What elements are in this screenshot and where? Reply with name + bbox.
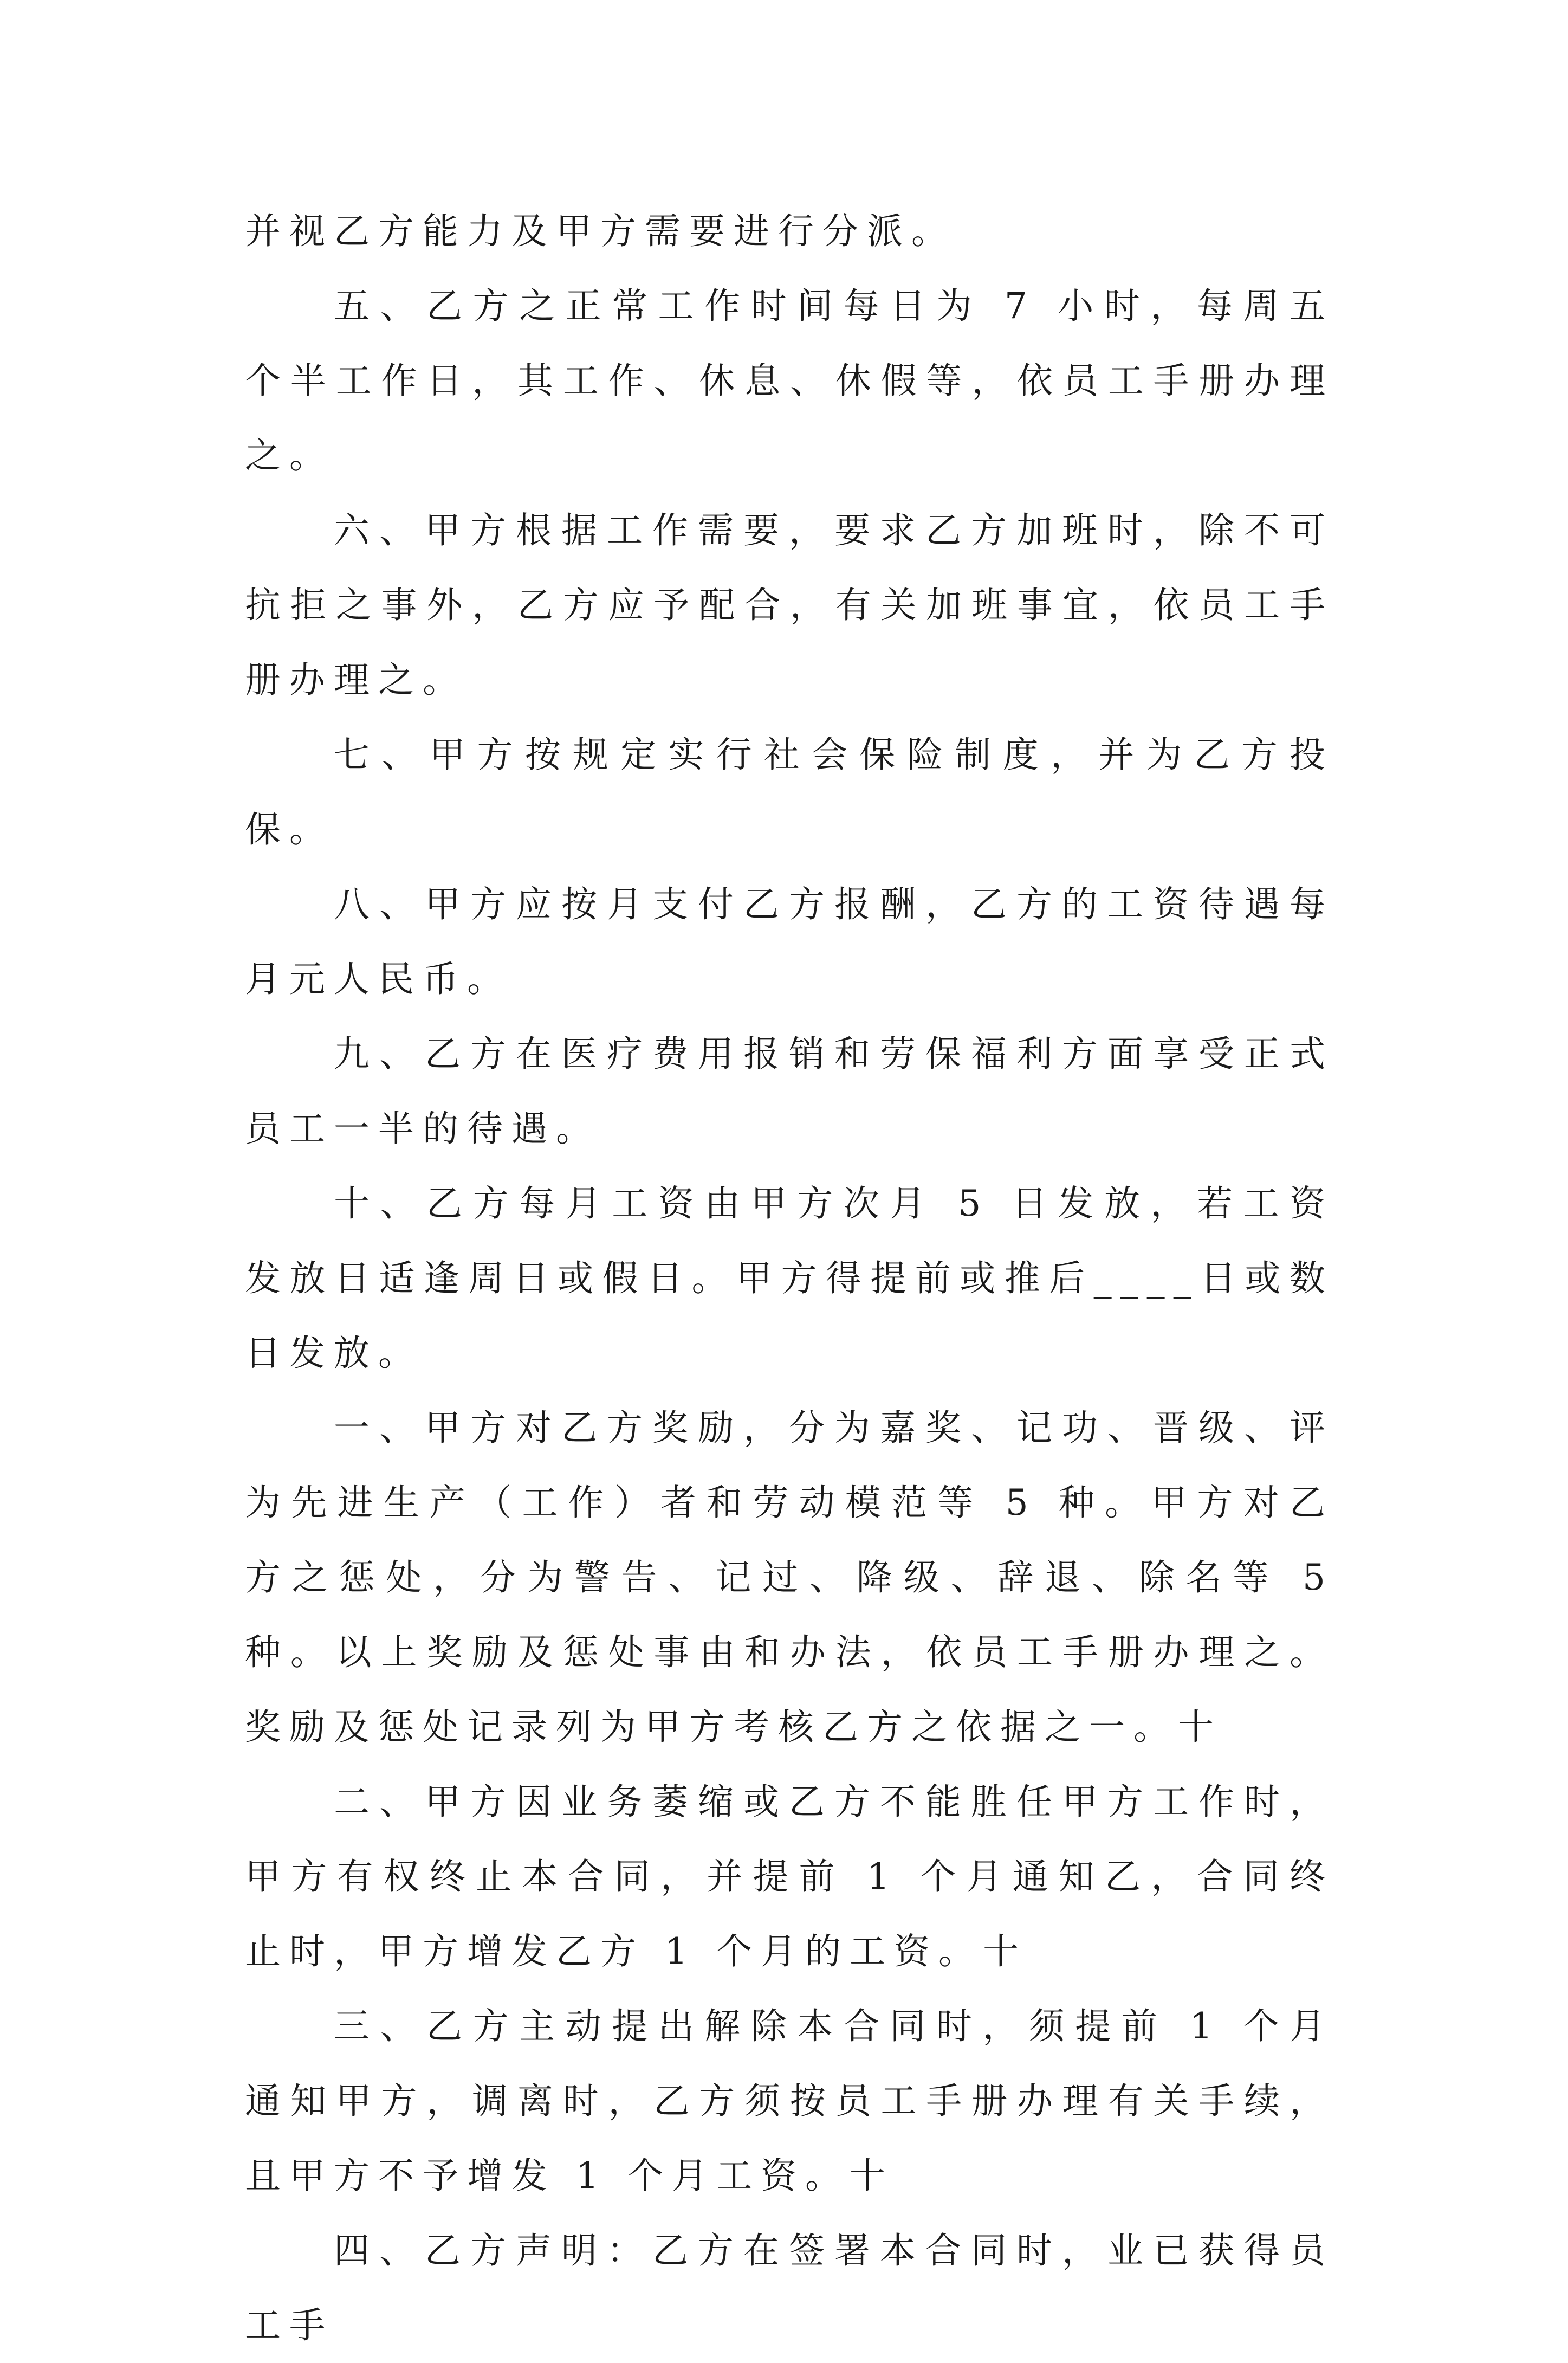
paragraph-clause-11-rewards-penalties: 一、甲方对乙方奖励，分为嘉奖、记功、晋级、评为先进生产（工作）者和劳动模范等 5 种。甲方对乙方之惩处，分为警告、记过、降级、辞退、除名等 5 种。以上奖励及惩处事由和办法，依员工手册办理之。奖励及惩处记录列为甲方考核乙方之依据之一。十 [245,1407,1334,1748]
paragraph-clause-12-termination: 二、甲方因业务萎缩或乙方不能胜任甲方工作时，甲方有权终止本合同，并提前 1 个月通知乙，合同终止时，甲方增发乙方 1 个月的工资。十 [245,1781,1334,1972]
paragraph-assignment: 并视乙方能力及甲方需要进行分派。 [245,210,956,252]
paragraph-clause-10-payday: 十、乙方每月工资由甲方次月 5 日发放，若工资发放日适逢周日或假日。甲方得提前或推后____日或数日发放。 [245,1183,1334,1374]
paragraph-clause-8-salary: 八、甲方应按月支付乙方报酬，乙方的工资待遇每月元人民币。 [245,883,1334,1000]
paragraph-clause-7-social-insurance: 七、甲方按规定实行社会保险制度，并为乙方投保。 [245,734,1334,850]
paragraph-clause-9-benefits: 九、乙方在医疗费用报销和劳保福利方面享受正式员工一半的待遇。 [245,1033,1334,1150]
paragraph-clause-13-resignation: 三、乙方主动提出解除本合同时，须提前 1 个月通知甲方，调离时，乙方须按员工手册办理有关手续，且甲方不予增发 1 个月工资。十 [245,2005,1334,2197]
paragraph-clause-14-declaration: 四、乙方声明：乙方在签署本合同时，业已获得员工手 [245,2230,1334,2346]
document-body [245,194,1334,2363]
paragraph-clause-6-overtime: 六、甲方根据工作需要，要求乙方加班时，除不可抗拒之事外，乙方应予配合，有关加班事宜，依员工手册办理之。 [245,509,1334,701]
paragraph-clause-5-working-hours: 五、乙方之正常工作时间每日为 7 小时，每周五个半工作日，其工作、休息、休假等，依员工手册办理之。 [245,285,1334,476]
